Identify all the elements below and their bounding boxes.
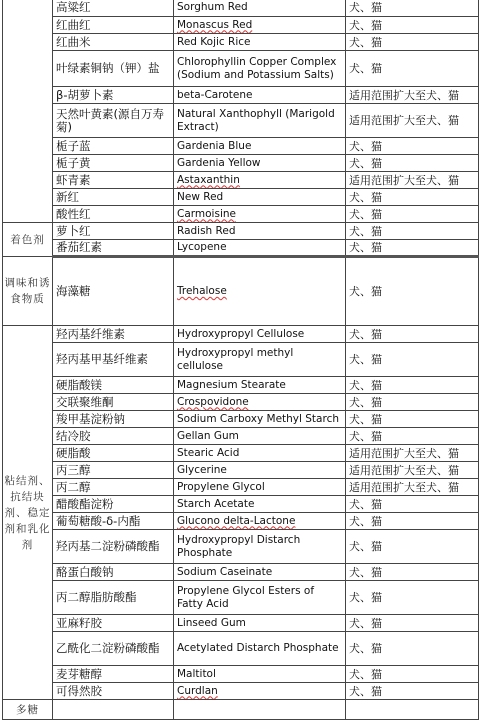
table-row: [3, 155, 479, 172]
species: [346, 700, 479, 720]
additive-en: Hydroxypropyl methyl cellulose: [174, 343, 346, 377]
additive-en: beta-Carotene: [174, 87, 346, 104]
table-row: [3, 87, 479, 104]
additive-en: Hydroxypropyl Distarch Phosphate: [174, 530, 346, 564]
table-row: [3, 172, 479, 189]
additive-en: Linseed Gum: [174, 615, 346, 632]
additive-en: Stearic Acid: [174, 445, 346, 462]
additive-en: Acetylated Distarch Phosphate: [174, 632, 346, 666]
additive-en: Radish Red: [174, 223, 346, 240]
additive-en: Propylene Glycol Esters of Fatty Acid: [174, 581, 346, 615]
additive-cn: 羧甲基淀粉钠: [53, 411, 174, 428]
additive-en: Trehalose: [177, 285, 227, 297]
table-row: [3, 513, 479, 530]
species: 犬、猫: [346, 343, 479, 377]
species: 犬、猫: [346, 428, 479, 445]
species: 犬、猫: [346, 615, 479, 632]
species: 适用范围扩大至犬、猫: [346, 445, 479, 462]
species: 犬、猫: [346, 666, 479, 683]
table-row: [3, 632, 479, 666]
additive-en: Glucono delta-Lactone: [177, 514, 296, 527]
additive-en: Carmoisine: [177, 207, 236, 220]
species: 犬、猫: [346, 240, 479, 257]
species: 犬、猫: [346, 138, 479, 155]
category-bottom: 多糖: [3, 700, 53, 720]
table-row: [3, 343, 479, 377]
additive-cn: 羟丙基二淀粉磷酸酯: [53, 530, 174, 564]
table-row: [3, 428, 479, 445]
additive-en: Astaxanthin: [177, 173, 240, 186]
table-row: [3, 394, 479, 411]
additive-en: Starch Acetate: [174, 496, 346, 513]
additive-cn: 乙酰化二淀粉磷酸酯: [53, 632, 174, 666]
additive-cn: 麦芽糖醇: [53, 666, 174, 683]
additive-en: Gardenia Yellow: [174, 155, 346, 172]
species: 犬、猫: [346, 496, 479, 513]
table-row: [3, 581, 479, 615]
species: 犬、猫: [346, 564, 479, 581]
additive-en: Chlorophyllin Copper Complex (Sodium and Potassium Salts): [174, 51, 346, 87]
category-colorant-upper: [3, 0, 53, 223]
additive-cn: 羟丙基甲基纤维素: [53, 343, 174, 377]
additive-cn: 酸性红: [53, 206, 174, 223]
species: 适用范围扩大至犬、猫: [346, 172, 479, 189]
additive-cn: 栀子蓝: [53, 138, 174, 155]
additive-cn: 结冷胶: [53, 428, 174, 445]
additive-cn: 萝卜红: [53, 223, 174, 240]
table-row: [3, 564, 479, 581]
additive-en: Monascus Red: [177, 18, 253, 31]
additive-cn: 丙二醇: [53, 479, 174, 496]
additive-en: Sorghum Red: [174, 0, 346, 17]
species: 犬、猫: [346, 34, 479, 51]
species: 犬、猫: [346, 189, 479, 206]
additive-en: [174, 700, 346, 720]
additive-en: Glycerine: [174, 462, 346, 479]
table-row: [3, 683, 479, 700]
additive-cn: 硬脂酸: [53, 445, 174, 462]
additive-cn: 酪蛋白酸钠: [53, 564, 174, 581]
table-row: [3, 51, 479, 87]
table-row: [3, 326, 479, 343]
additive-cn: β-胡萝卜素: [53, 87, 174, 104]
additive-en: Lycopene: [174, 240, 346, 257]
species: 适用范围扩大至犬、猫: [346, 87, 479, 104]
additive-cn: 葡萄糖酸-δ-内酯: [53, 513, 174, 530]
table-row: [3, 411, 479, 428]
table-row: [3, 445, 479, 462]
additive-en: Gellan Gum: [174, 428, 346, 445]
species: 犬、猫: [346, 51, 479, 87]
species: 犬、猫: [346, 223, 479, 240]
additive-en: Magnesium Stearate: [174, 377, 346, 394]
additive-cn: 羟丙基纤维素: [53, 326, 174, 343]
table-body: [3, 0, 479, 720]
table-row: [3, 17, 479, 34]
table-row: [3, 666, 479, 683]
additive-cn: 丙三醇: [53, 462, 174, 479]
species: 犬、猫: [346, 530, 479, 564]
table-row: [3, 223, 479, 240]
table-row: [3, 240, 479, 257]
table-row: [3, 462, 479, 479]
additive-en: Natural Xanthophyll (Marigold Extract): [174, 104, 346, 138]
table-row: [3, 479, 479, 496]
table-row: [3, 530, 479, 564]
category-flavor: 调味和诱食物质: [3, 257, 53, 326]
additive-en: Curdlan: [177, 684, 218, 697]
additive-cn: 新红: [53, 189, 174, 206]
additive-cn: 硬脂酸镁: [53, 377, 174, 394]
species: 犬、猫: [346, 155, 479, 172]
additive-cn: 栀子黄: [53, 155, 174, 172]
table-row: [3, 104, 479, 138]
table-row: [3, 0, 479, 17]
additive-en: Sodium Carboxy Methyl Starch: [174, 411, 346, 428]
additive-en: New Red: [174, 189, 346, 206]
additive-en: Hydroxypropyl Cellulose: [174, 326, 346, 343]
species: 犬、猫: [346, 411, 479, 428]
table-row: [3, 496, 479, 513]
species: 犬、猫: [346, 394, 479, 411]
species: 犬、猫: [346, 632, 479, 666]
table-row: [3, 138, 479, 155]
table-row: [3, 700, 479, 720]
additive-cn: [53, 700, 174, 720]
additive-en: Sodium Caseinate: [174, 564, 346, 581]
additive-cn: 天然叶黄素(源自万寿菊): [53, 104, 174, 138]
table-row: [3, 189, 479, 206]
additive-cn: 丙二醇脂肪酸酯: [53, 581, 174, 615]
additive-cn: 海藻糖: [53, 257, 174, 326]
additive-en: Maltitol: [174, 666, 346, 683]
species: 犬、猫: [346, 581, 479, 615]
additive-cn: 红曲米: [53, 34, 174, 51]
species: 犬、猫: [346, 257, 479, 326]
species: 犬、猫: [346, 377, 479, 394]
additive-en: Red Kojic Rice: [174, 34, 346, 51]
category-colorant: 着色剂: [3, 223, 53, 257]
additive-cn: 可得然胶: [53, 683, 174, 700]
additive-cn: 番茄红素: [53, 240, 174, 257]
table-row: [3, 377, 479, 394]
additive-cn: 红曲红: [53, 17, 174, 34]
additive-en: Crospovidone: [177, 395, 249, 408]
table-row: [3, 206, 479, 223]
additive-cn: 交联聚维酮: [53, 394, 174, 411]
additive-cn: 叶绿素铜钠（钾）盐: [53, 51, 174, 87]
species: 犬、猫: [346, 0, 479, 17]
additive-table: [2, 0, 479, 720]
species: 犬、猫: [346, 326, 479, 343]
species: 适用范围扩大至犬、猫: [346, 462, 479, 479]
additive-cn: 高粱红: [53, 0, 174, 17]
table-row: [3, 615, 479, 632]
species: 犬、猫: [346, 513, 479, 530]
category-anticaking: 粘结剂、抗结块剂、稳定剂和乳化剂: [3, 326, 53, 700]
additive-cn: 醋酸酯淀粉: [53, 496, 174, 513]
species: 适用范围扩大至犬、猫: [346, 104, 479, 138]
species: 犬、猫: [346, 683, 479, 700]
additive-cn: 亚麻籽胶: [53, 615, 174, 632]
table-row: [3, 257, 479, 326]
species: 犬、猫: [346, 206, 479, 223]
table-row: [3, 34, 479, 51]
additive-en: Gardenia Blue: [174, 138, 346, 155]
additive-cn: 虾青素: [53, 172, 174, 189]
species: 犬、猫: [346, 17, 479, 34]
species: 适用范围扩大至犬、猫: [346, 479, 479, 496]
additive-en: Propylene Glycol: [174, 479, 346, 496]
